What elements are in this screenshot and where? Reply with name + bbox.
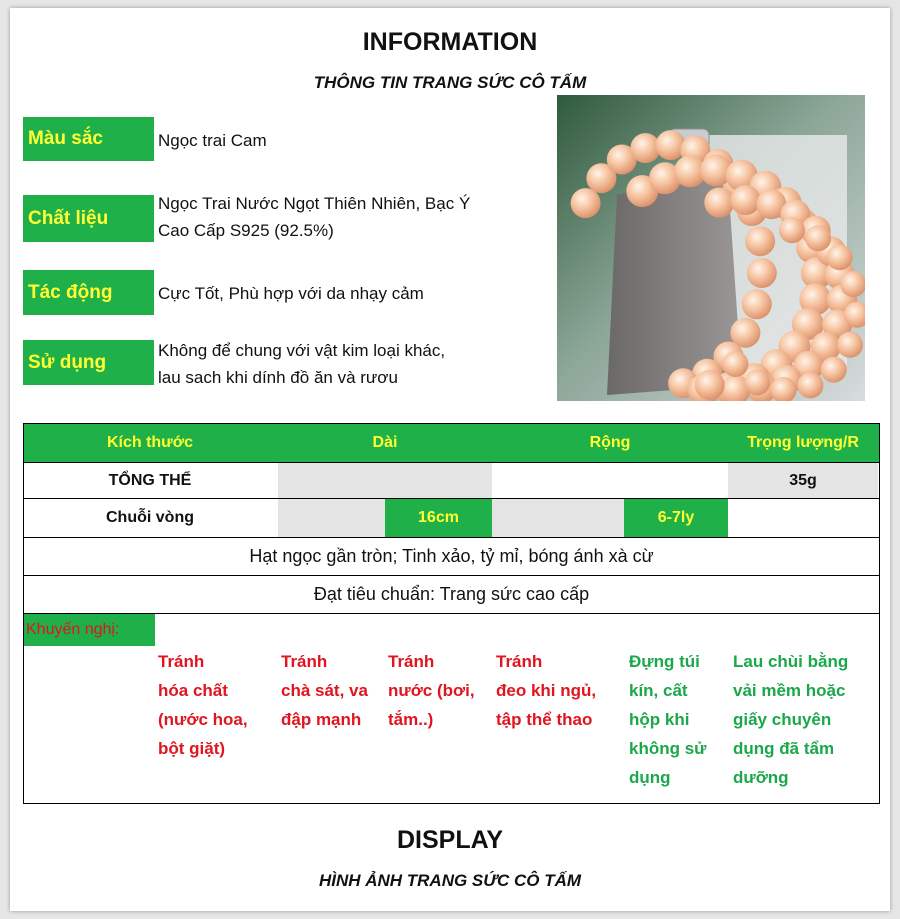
recommend-item bbox=[158, 647, 248, 763]
pearl-bead bbox=[742, 289, 772, 319]
pearl-bead bbox=[821, 357, 847, 383]
pearl-bead bbox=[827, 244, 853, 270]
recommend-line: (nước hoa, bbox=[158, 710, 248, 729]
recommend-line: đeo khi ngủ, bbox=[496, 681, 597, 700]
info-usage-line: lau sach khi dính đồ ăn và rươu bbox=[158, 368, 398, 387]
page-title: INFORMATION bbox=[362, 28, 538, 56]
recommend-line: bột giặt) bbox=[158, 739, 226, 758]
page-subtitle: THÔNG TIN TRANG SỨC CÔ TẤM bbox=[313, 73, 587, 92]
row-overall-name: TỔNG THỂ bbox=[108, 471, 192, 489]
recommend-item bbox=[388, 647, 475, 734]
recommend-line: dụng đã tẩm bbox=[733, 739, 835, 758]
pearl-bead bbox=[747, 258, 777, 288]
recommend-item bbox=[496, 647, 596, 734]
info-material-line: Ngọc Trai Nước Ngọt Thiên Nhiên, Bạc Ý bbox=[158, 194, 471, 213]
gray-cell bbox=[278, 499, 385, 537]
info-usage bbox=[158, 337, 445, 391]
pearl-bead bbox=[797, 372, 823, 398]
recommend-line: đập mạnh bbox=[281, 710, 362, 729]
recommend-item bbox=[281, 647, 368, 734]
pearl-bead bbox=[837, 332, 863, 358]
recommend-line: chà sát, va bbox=[281, 681, 368, 700]
label-material: Chất liệu bbox=[23, 195, 154, 242]
label-color: Màu sắc bbox=[23, 117, 154, 161]
pearl-bead bbox=[656, 130, 686, 160]
pearl-bead bbox=[695, 370, 725, 400]
note-standard: Đạt tiêu chuẩn: Trang sức cao cấp bbox=[313, 584, 590, 604]
recommend-line: dưỡng bbox=[733, 768, 789, 787]
row-strand-length: 16cm bbox=[418, 509, 459, 526]
pearl-bead bbox=[704, 188, 734, 218]
info-effect-line: Cực Tốt, Phù hợp với da nhạy cảm bbox=[158, 284, 424, 303]
recommend-line: Tránh bbox=[281, 652, 328, 671]
info-usage-line: Không để chung với vật kim loại khác, bbox=[158, 341, 446, 360]
recommend-line: không sử bbox=[629, 739, 707, 758]
recommend-line: Lau chùi bằng bbox=[733, 652, 849, 671]
pearl-bead bbox=[745, 226, 775, 256]
note-quality: Hạt ngọc gần tròn; Tinh xảo, tỷ mỉ, bóng ánh xà cừ bbox=[249, 546, 654, 566]
pearl-bead bbox=[805, 225, 831, 251]
pearl-bead bbox=[840, 271, 865, 297]
display-subtitle: HÌNH ẢNH TRANG SỨC CÔ TẤM bbox=[318, 871, 582, 890]
pearl-bead bbox=[571, 188, 601, 218]
label-usage: Sử dụng bbox=[23, 340, 154, 385]
label-effect: Tác động bbox=[23, 270, 154, 315]
recommend-line: hộp khi bbox=[629, 710, 690, 729]
header-size: Kích thước bbox=[106, 434, 194, 451]
info-effect bbox=[158, 280, 424, 307]
recommend-line: tắm..) bbox=[388, 710, 434, 729]
recommend-item bbox=[733, 647, 848, 792]
header-weight: Trọng lượng/R bbox=[747, 434, 859, 451]
info-material bbox=[158, 190, 470, 244]
pearl-bead bbox=[731, 185, 761, 215]
recommend-line: Đựng túi bbox=[629, 652, 700, 671]
gray-cell bbox=[492, 499, 624, 537]
pearl-bead bbox=[722, 351, 748, 377]
recommend-label: Khuyến nghị: bbox=[24, 614, 155, 646]
header-width: Rộng bbox=[589, 434, 631, 451]
info-material-line: Cao Cấp S925 (92.5%) bbox=[158, 221, 334, 240]
recommend-line: Tránh bbox=[158, 652, 205, 671]
recommend-line: nước (bơi, bbox=[388, 681, 475, 700]
row-overall-weight: 35g bbox=[789, 471, 817, 489]
pearl-bead bbox=[630, 133, 660, 163]
recommend-line: Tránh bbox=[496, 652, 543, 671]
recommend-line: giấy chuyên bbox=[733, 710, 832, 729]
pearl-bead bbox=[779, 217, 805, 243]
recommend-line: Tránh bbox=[388, 652, 435, 671]
pearl-bracelet-photo bbox=[557, 95, 865, 401]
recommend-line: dụng bbox=[629, 768, 671, 787]
row-strand-name: Chuỗi vòng bbox=[106, 509, 194, 526]
row-strand-width: 6-7ly bbox=[657, 509, 695, 526]
gray-cell bbox=[278, 463, 492, 498]
recommend-item bbox=[629, 647, 706, 792]
info-color bbox=[158, 127, 267, 154]
info-color-line: Ngọc trai Cam bbox=[158, 131, 267, 150]
recommend-line: hóa chất bbox=[158, 681, 228, 700]
recommend-line: tập thể thao bbox=[496, 710, 593, 729]
recommend-line: kín, cất bbox=[629, 681, 688, 700]
display-title: DISPLAY bbox=[396, 826, 504, 854]
header-length: Dài bbox=[372, 434, 398, 451]
recommend-line: vải mềm hoặc bbox=[733, 681, 846, 700]
pearl-bead bbox=[744, 369, 770, 395]
